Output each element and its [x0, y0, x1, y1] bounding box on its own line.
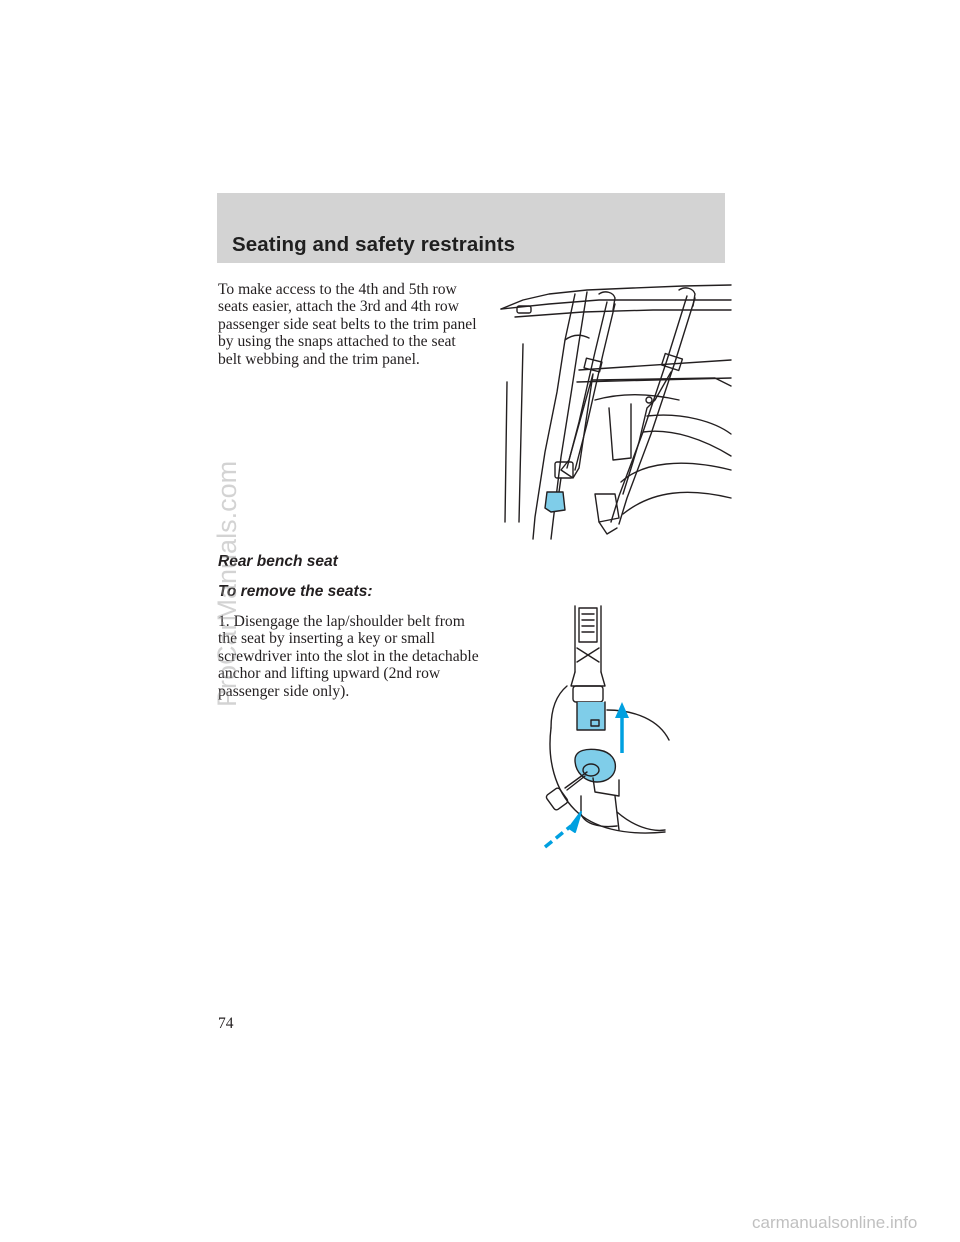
sub-heading: To remove the seats:	[218, 583, 373, 600]
belt-anchor-release-illustration	[535, 600, 675, 850]
section-header-band	[217, 193, 725, 263]
section-title: Seating and safety restraints	[232, 233, 516, 256]
page-number: 74	[218, 1015, 234, 1032]
step-1: 1. Disengage the lap/shoulder belt from the seat by inserting a key or small screwdriver into the slot in the detachable anchor and lifting upward (2nd row passenger side only).	[218, 613, 479, 700]
intro-paragraph: To make access to the 4th and 5th row seats easier, attach the 3rd and 4th row passenger side seat belts to the trim panel by using the snaps attached to the seat belt webbing and the trim panel.	[218, 281, 477, 368]
seat-belt-trim-panel-illustration	[483, 282, 733, 540]
section-heading: Rear bench seat	[218, 553, 338, 570]
side-watermark: ProCarManuals.com	[212, 460, 242, 707]
bottom-watermark: carmanualsonline.info	[752, 1213, 918, 1232]
